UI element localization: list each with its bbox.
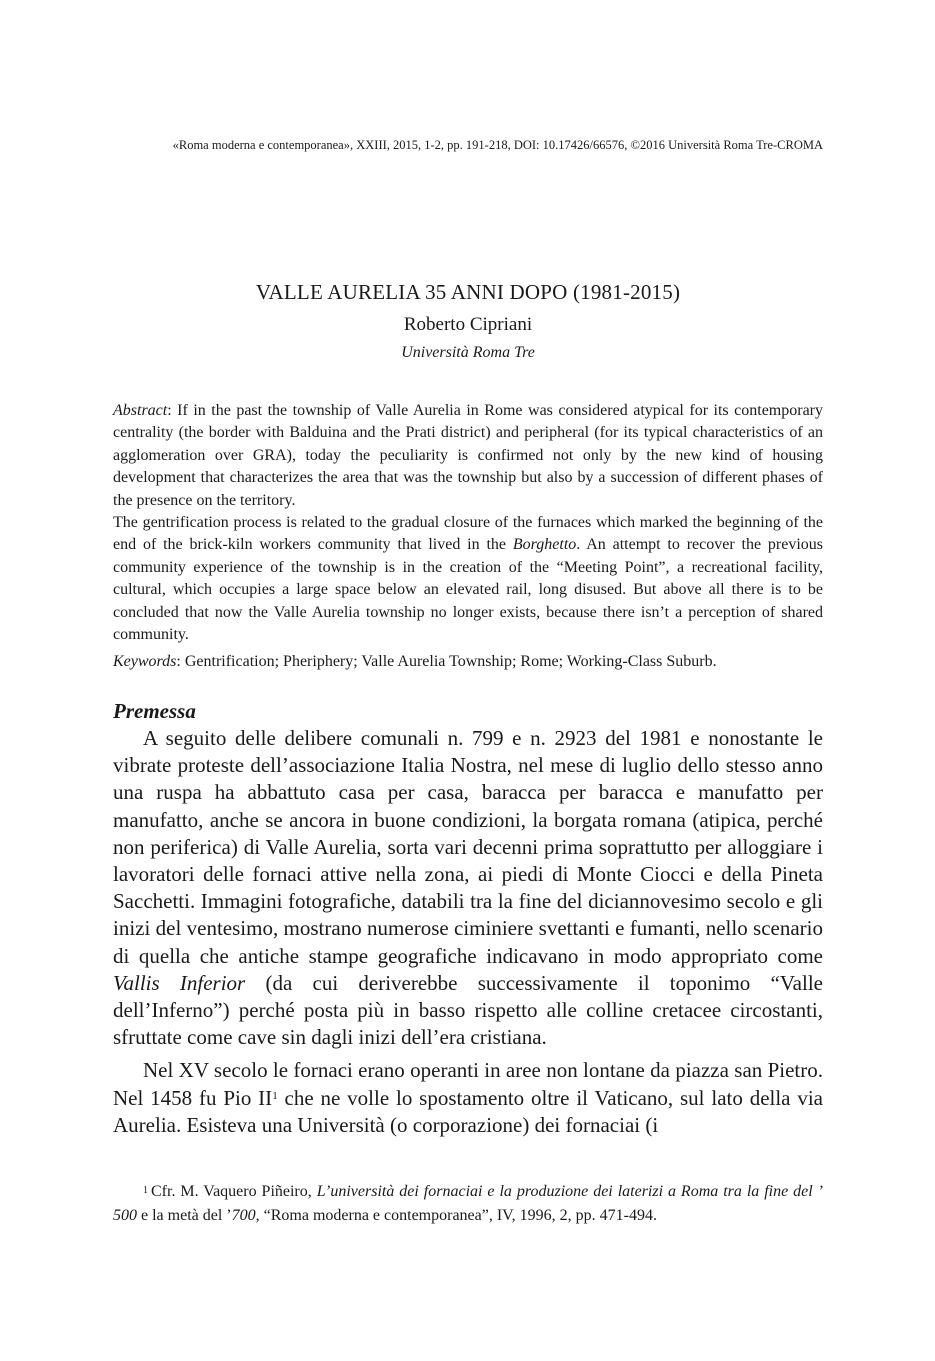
body-paragraph (113, 725, 823, 1051)
body-text: Nel XV secolo le fornaci erano operanti in aree non lontane da piazza san Pietro. Nel 1458 fu Pio II (113, 1058, 823, 1110)
article-author: Roberto Cipriani (403, 314, 533, 335)
body-text: (da cui deriverebbe successivamente il toponimo “Valle dell’Inferno”) perché posta più in basso rispetto alle colline cretacee circostanti, sfruttate come cave sin dagli inizi dell’era cristiana. (113, 970, 823, 1050)
body-paragraph (113, 1057, 823, 1139)
footnote (113, 1180, 823, 1228)
author-affiliation: Università Roma Tre (401, 344, 535, 361)
article-body (113, 698, 823, 1139)
body-italic-term: Vallis Inferior (113, 970, 246, 995)
footnote-text: e la metà del ’ (137, 1207, 232, 1224)
abstract-paragraph (113, 400, 823, 512)
keywords-label: Keywords (113, 653, 177, 671)
running-header: «Roma moderna e contemporanea», XXIII, 2015, 1-2, pp. 191-218, DOI: 10.17426/66576, ©2016 Università Roma Tre-CROMA (172, 138, 823, 152)
abstract-italic-term: Borghetto (512, 536, 577, 554)
footnote-text: Cfr. M. Vaquero Piñeiro, (151, 1183, 317, 1200)
abstract-paragraph (113, 512, 823, 646)
abstract-text: . An attempt to recover the previous community experience of the township is in the creation of the “Meeting Point”, a recreational facility, cultural, which occupies a large space below an elevated rail, long disused. But above all there is to be concluded that now the Valle Aurelia township no longer exists, because there isn’t a perception of shared community. (113, 536, 824, 644)
abstract (113, 400, 823, 674)
footnote-reference[interactable]: 1 (272, 1089, 278, 1102)
footnote-mark: 1 (143, 1185, 148, 1196)
footnote-italic-century: 700 (231, 1207, 256, 1224)
section-heading: Premessa (113, 699, 196, 723)
keywords-text: : Gentrification; Pheriphery; Valle Aurelia Township; Rome; Working-Class Suburb. (176, 653, 717, 671)
article-title: VALLE AURELIA 35 ANNI DOPO (1981-2015) (255, 280, 681, 304)
footnote-text: , “Roma moderna e contemporanea”, IV, 1996, 2, pp. 471-494. (255, 1207, 657, 1224)
keywords (113, 651, 823, 673)
body-text: A seguito delle delibere comunali n. 799 e n. 2923 del 1981 e nonostante le vibrate proteste dell’associazione Italia Nostra, nel mese di luglio dello stesso anno una ruspa ha abbattuto casa per casa, baracca per baracca e manufatto per manufatto, anche se ancora in buone condizioni, la borgata romana (atipica, perché non periferica) di Valle Aurelia, sorta vari decenni prima soprattutto per alloggiare i lavoratori delle fornaci attive nella zona, ai piedi di Monte Ciocci e della Pineta Sacchetti. Immagini fotografiche, databili tra la fine del diciannovesimo secolo e gli inizi del ventesimo, mostrano numerose ciminiere svettanti e fumanti, nello scenario di quella che antiche stampe geografiche indicavano in modo appropriato come (113, 726, 823, 968)
footnote-italic-title: L’università dei fornaciai e la produzione dei laterizi a Roma tra la fine del ’ 500 (113, 1183, 823, 1224)
abstract-text: : If in the past the township of Valle Aurelia in Rome was considered atypical for its contemporary centrality (the border with Balduina and the Prati district) and peripheral (for its typical characteristics of an agglomeration over GRA), today the peculiarity is confirmed not only by the new kind of housing development that characterizes the area that was the township but also by a succession of different phases of the presence on the territory. (113, 402, 823, 509)
body-text: che ne volle lo spostamento oltre il Vaticano, sul lato della via Aurelia. Esisteva una Università (o corporazione) dei fornaciai (i (113, 1085, 823, 1137)
abstract-label: Abstract (113, 402, 168, 419)
title-block (113, 278, 823, 364)
abstract-text: The gentrification process is related to the gradual closure of the furnaces which marked the beginning of the end of the brick-kiln workers community that lived in the (113, 514, 823, 554)
footnotes (113, 1180, 823, 1228)
